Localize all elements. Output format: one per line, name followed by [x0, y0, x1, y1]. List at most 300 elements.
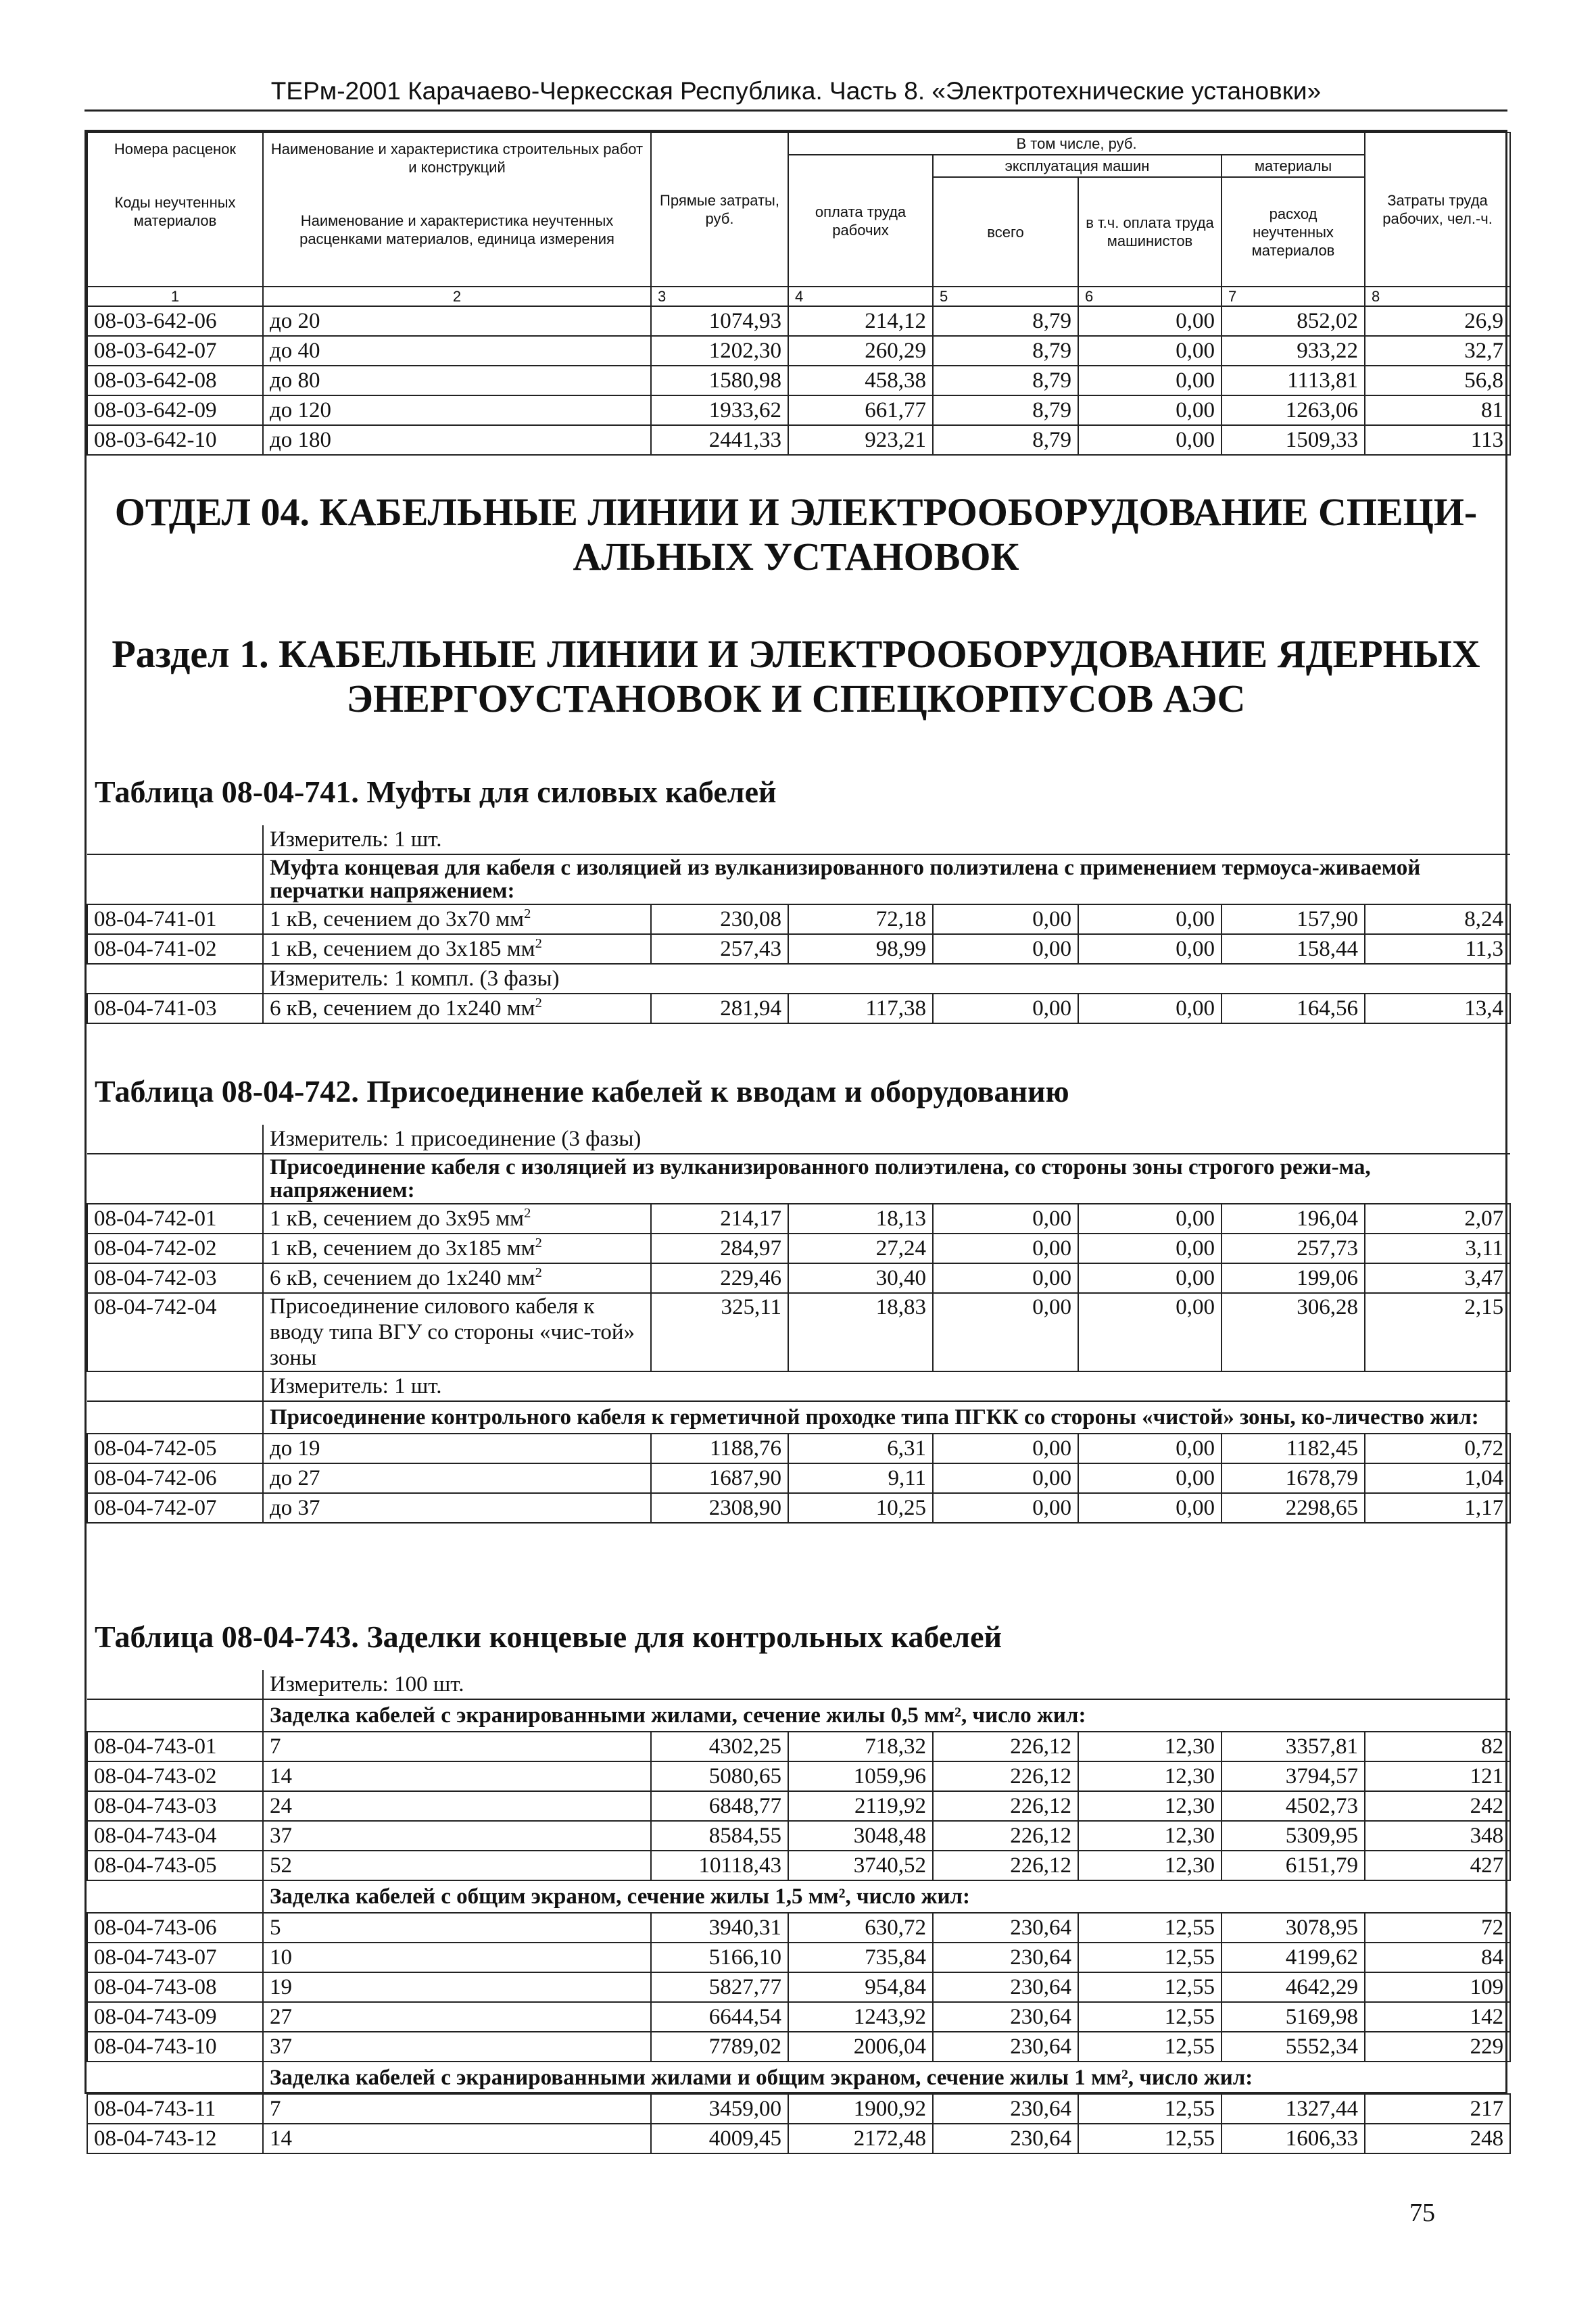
cell-code: 08-04-743-10 — [87, 2032, 263, 2062]
table-row — [87, 1913, 1510, 1943]
cell-wage: 718,32 — [788, 1732, 933, 1761]
table-row — [87, 336, 1510, 366]
cell-code: 08-04-742-01 — [87, 1204, 263, 1234]
otdel-block — [87, 490, 1505, 579]
cell-labor: 11,3 — [1365, 934, 1510, 964]
table-row — [87, 1972, 1510, 2002]
cell-machines: 0,00 — [933, 1434, 1078, 1463]
cell-code: 08-04-742-02 — [87, 1234, 263, 1263]
materials-header: материалы — [1222, 155, 1365, 177]
cell-operators: 0,00 — [1078, 1204, 1222, 1234]
cell-wage: 3740,52 — [788, 1851, 933, 1880]
cell-operators: 12,30 — [1078, 1821, 1222, 1851]
cell-labor: 72 — [1365, 1913, 1510, 1943]
cell-wage: 661,77 — [788, 395, 933, 425]
table-row — [87, 1263, 1510, 1293]
cell-labor: 8,24 — [1365, 904, 1510, 934]
cell-materials: 852,02 — [1222, 306, 1365, 336]
cell-materials: 4502,73 — [1222, 1791, 1365, 1821]
cell-operators: 0,00 — [1078, 994, 1222, 1023]
cell-code: 08-04-741-03 — [87, 994, 263, 1023]
col-labor-header: Затраты труда рабочих, чел.-ч. — [1365, 132, 1510, 287]
cell-direct: 2441,33 — [651, 425, 788, 455]
cell-name: до 80 — [263, 366, 651, 395]
col-name-header — [263, 132, 651, 287]
col-wage-header: оплата труда рабочих — [788, 155, 933, 287]
table-row — [87, 2094, 1510, 2124]
col-mat-header: расход неучтенных материалов — [1222, 177, 1365, 287]
cell-machines: 0,00 — [933, 1204, 1078, 1234]
cell-direct: 1687,90 — [651, 1463, 788, 1493]
cell-code: 08-04-742-05 — [87, 1434, 263, 1463]
cell-labor: 248 — [1365, 2124, 1510, 2153]
cell-operators: 0,00 — [1078, 425, 1222, 455]
cell-name: 1 кВ, сечением до 3х70 $мм^2$ — [263, 904, 651, 934]
cell-labor: 81 — [1365, 395, 1510, 425]
cell-direct: 229,46 — [651, 1263, 788, 1293]
cell-labor: 0,72 — [1365, 1434, 1510, 1463]
cell-machines: 226,12 — [933, 1821, 1078, 1851]
cell-materials: 157,90 — [1222, 904, 1365, 934]
cell-machines: 230,64 — [933, 2002, 1078, 2032]
cell-code: 08-04-742-04 — [87, 1293, 263, 1371]
cell-name: 1 кВ, сечением до 3х95 $мм^2$ — [263, 1204, 651, 1234]
cell-materials: 1509,33 — [1222, 425, 1365, 455]
cell-direct: 284,97 — [651, 1234, 788, 1263]
cell-machines: 230,64 — [933, 2094, 1078, 2124]
cell-direct: 3459,00 — [651, 2094, 788, 2124]
colnum-6: 6 — [1078, 287, 1222, 306]
table-743-block — [87, 1619, 1505, 2154]
cell-direct: 230,08 — [651, 904, 788, 934]
cell-direct: 3940,31 — [651, 1913, 788, 1943]
table-741 — [87, 825, 1511, 1024]
cell-code: 08-04-743-12 — [87, 2124, 263, 2153]
table-row — [87, 1463, 1510, 1493]
cell-operators: 0,00 — [1078, 1263, 1222, 1293]
cell-wage: 1900,92 — [788, 2094, 933, 2124]
cell-operators: 0,00 — [1078, 366, 1222, 395]
cell-code: 08-04-743-01 — [87, 1732, 263, 1761]
cell-labor: 26,9 — [1365, 306, 1510, 336]
cell-wage: 10,25 — [788, 1493, 933, 1523]
cell-name: 37 — [263, 2032, 651, 2062]
cell-name: до 37 — [263, 1493, 651, 1523]
cell-name: 1 кВ, сечением до 3х185 $мм^2$ — [263, 934, 651, 964]
cell-name: 14 — [263, 2124, 651, 2153]
cell-wage: 2172,48 — [788, 2124, 933, 2153]
sub-742-2: Присоединение контрольного кабеля к герметичной проходке типа ПГКК со стороны «чистой» зоны, ко-личество жил: — [263, 1401, 1510, 1434]
cell-machines: 0,00 — [933, 1293, 1078, 1371]
cell-materials: 5552,34 — [1222, 2032, 1365, 2062]
cell-direct: 1580,98 — [651, 366, 788, 395]
table-row — [87, 1234, 1510, 1263]
cell-wage: 27,24 — [788, 1234, 933, 1263]
cell-operators: 12,30 — [1078, 1791, 1222, 1821]
cell-machines: 226,12 — [933, 1761, 1078, 1791]
cell-wage: 630,72 — [788, 1913, 933, 1943]
cell-operators: 12,30 — [1078, 1851, 1222, 1880]
table-row — [87, 1732, 1510, 1761]
cell-name: 7 — [263, 2094, 651, 2124]
cell-labor: 142 — [1365, 2002, 1510, 2032]
cell-wage: 3048,48 — [788, 1821, 933, 1851]
cell-labor: 113 — [1365, 425, 1510, 455]
cell-materials: 1182,45 — [1222, 1434, 1365, 1463]
cell-name: 1 кВ, сечением до 3х185 $мм^2$ — [263, 1234, 651, 1263]
cell-machines: 8,79 — [933, 366, 1078, 395]
cell-labor: 1,17 — [1365, 1493, 1510, 1523]
machines-header: эксплуатация машин — [933, 155, 1222, 177]
cell-materials: 306,28 — [1222, 1293, 1365, 1371]
colnum-4: 4 — [788, 287, 933, 306]
otdel-title: ОТДЕЛ 04. КАБЕЛЬНЫЕ ЛИНИИ И ЭЛЕКТРООБОРУДОВАНИЕ СПЕЦИ-АЛЬНЫХ УСТАНОВОК — [114, 490, 1478, 579]
col-code-a: Номера расценок — [114, 141, 237, 157]
cell-machines: 230,64 — [933, 2032, 1078, 2062]
square-mark: 2 — [535, 936, 542, 951]
cell-code: 08-04-743-06 — [87, 1913, 263, 1943]
cell-operators: 0,00 — [1078, 306, 1222, 336]
cell-labor: 121 — [1365, 1761, 1510, 1791]
cell-name: до 180 — [263, 425, 651, 455]
cell-wage: 923,21 — [788, 425, 933, 455]
cell-materials: 6151,79 — [1222, 1851, 1365, 1880]
cell-operators: 0,00 — [1078, 934, 1222, 964]
content-frame — [84, 130, 1507, 2151]
cell-code: 08-04-743-07 — [87, 1943, 263, 1972]
cell-labor: 3,47 — [1365, 1263, 1510, 1293]
rows-743-3 — [87, 2094, 1510, 2153]
cell-materials: 2298,65 — [1222, 1493, 1365, 1523]
table-row — [87, 1293, 1510, 1371]
table-741-title: Таблица 08-04-741. Муфты для силовых кабелей — [95, 775, 777, 809]
cell-code: 08-03-642-06 — [87, 306, 263, 336]
cell-wage: 9,11 — [788, 1463, 933, 1493]
cell-labor: 348 — [1365, 1821, 1510, 1851]
square-mark: 2 — [535, 996, 542, 1010]
cell-name: до 27 — [263, 1463, 651, 1493]
square-mark: 2 — [535, 1236, 542, 1250]
table-row — [87, 2124, 1510, 2153]
cell-labor: 427 — [1365, 1851, 1510, 1880]
cell-materials: 1606,33 — [1222, 2124, 1365, 2153]
cell-operators: 12,55 — [1078, 1943, 1222, 1972]
cell-wage: 98,99 — [788, 934, 933, 964]
cell-materials: 4642,29 — [1222, 1972, 1365, 2002]
top-rows — [87, 306, 1510, 455]
cell-operators: 12,55 — [1078, 1972, 1222, 2002]
square-mark: 2 — [535, 1265, 542, 1280]
cell-labor: 2,07 — [1365, 1204, 1510, 1234]
sub-742-1: Присоединение кабеля с изоляцией из вулканизированного полиэтилена, со стороны зоны строгого режи-ма, напряжением: — [263, 1154, 1510, 1204]
cell-name: 24 — [263, 1791, 651, 1821]
cell-operators: 0,00 — [1078, 1463, 1222, 1493]
cell-labor: 1,04 — [1365, 1463, 1510, 1493]
cell-code: 08-04-743-02 — [87, 1761, 263, 1791]
sub-741-1: Муфта концевая для кабеля с изоляцией из вулканизированного полиэтилена с применением термоуса-живаемой перчатки напряжением: — [263, 854, 1510, 904]
razdel-block — [87, 632, 1505, 721]
cell-direct: 4009,45 — [651, 2124, 788, 2153]
cell-wage: 735,84 — [788, 1943, 933, 1972]
incl-header: В том числе, руб. — [788, 132, 1365, 155]
cell-machines: 230,64 — [933, 1913, 1078, 1943]
cell-machines: 226,12 — [933, 1732, 1078, 1761]
cell-wage: 117,38 — [788, 994, 933, 1023]
rows-741-2 — [87, 994, 1510, 1023]
cell-name: 37 — [263, 1821, 651, 1851]
cell-machines: 226,12 — [933, 1851, 1078, 1880]
cell-machines: 0,00 — [933, 1234, 1078, 1263]
cell-code: 08-04-743-05 — [87, 1851, 263, 1880]
cell-machines: 8,79 — [933, 336, 1078, 366]
cell-code: 08-04-743-03 — [87, 1791, 263, 1821]
rows-741-1 — [87, 904, 1510, 964]
table-row — [87, 2002, 1510, 2032]
cell-code: 08-04-743-08 — [87, 1972, 263, 2002]
table-742-title: Таблица 08-04-742. Присоединение кабелей к вводам и оборудованию — [95, 1074, 1069, 1108]
sub-743-2: Заделка кабелей с общим экраном, сечение жилы 1,5 мм², число жил: — [263, 1880, 1510, 1913]
cell-materials: 3078,95 — [1222, 1913, 1365, 1943]
colnum-7: 7 — [1222, 287, 1365, 306]
table-row — [87, 395, 1510, 425]
col-direct-header: Прямые затраты, руб. — [651, 132, 788, 287]
table-row — [87, 306, 1510, 336]
cell-machines: 0,00 — [933, 934, 1078, 964]
cell-materials: 5309,95 — [1222, 1821, 1365, 1851]
cell-direct: 6644,54 — [651, 2002, 788, 2032]
cell-materials: 196,04 — [1222, 1204, 1365, 1234]
cell-direct: 281,94 — [651, 994, 788, 1023]
cell-machines: 8,79 — [933, 395, 1078, 425]
table-row — [87, 1204, 1510, 1234]
table-743 — [87, 1670, 1511, 2154]
cell-direct: 257,43 — [651, 934, 788, 964]
cell-materials: 164,56 — [1222, 994, 1365, 1023]
table-row — [87, 994, 1510, 1023]
table-742-block — [87, 1073, 1505, 1524]
col-code-header — [87, 132, 263, 287]
square-mark: 2 — [524, 1206, 531, 1221]
cell-wage: 18,83 — [788, 1293, 933, 1371]
cell-machines: 0,00 — [933, 904, 1078, 934]
table-row — [87, 1761, 1510, 1791]
cell-name: 19 — [263, 1972, 651, 2002]
cell-machines: 0,00 — [933, 1263, 1078, 1293]
top-table-block — [87, 132, 1505, 456]
cell-name: 7 — [263, 1732, 651, 1761]
cell-machines: 230,64 — [933, 1972, 1078, 2002]
col-code-b: Коды неучтенных материалов — [114, 194, 236, 229]
cell-labor: 242 — [1365, 1791, 1510, 1821]
cell-materials: 3794,57 — [1222, 1761, 1365, 1791]
table-row — [87, 1434, 1510, 1463]
cell-machines: 230,64 — [933, 1943, 1078, 1972]
cell-machines: 0,00 — [933, 1493, 1078, 1523]
cell-direct: 5080,65 — [651, 1761, 788, 1791]
cell-labor: 84 — [1365, 1943, 1510, 1972]
cell-code: 08-04-742-06 — [87, 1463, 263, 1493]
table-742 — [87, 1125, 1511, 1524]
cell-name: до 19 — [263, 1434, 651, 1463]
col-name-b: Наименование и характеристика неучтенных расценками материалов, единица измерения — [299, 212, 614, 247]
cell-direct: 325,11 — [651, 1293, 788, 1371]
page-number: 75 — [1409, 2199, 1435, 2227]
cell-direct: 8584,55 — [651, 1821, 788, 1851]
table-row — [87, 1493, 1510, 1523]
cell-operators: 12,55 — [1078, 1913, 1222, 1943]
cell-name: 10 — [263, 1943, 651, 1972]
cell-operators: 0,00 — [1078, 1493, 1222, 1523]
cell-labor: 32,7 — [1365, 336, 1510, 366]
cell-wage: 458,38 — [788, 366, 933, 395]
cell-name: 14 — [263, 1761, 651, 1791]
cell-direct: 10118,43 — [651, 1851, 788, 1880]
meas-742-2: Измеритель: 1 шт. — [263, 1371, 1510, 1401]
table-row — [87, 1821, 1510, 1851]
sub-743-3: Заделка кабелей с экранированными жилами и общим экраном, сечение жилы 1 мм², число жил: — [263, 2062, 1510, 2094]
cell-direct: 214,17 — [651, 1204, 788, 1234]
table-row — [87, 1791, 1510, 1821]
table-row — [87, 366, 1510, 395]
rows-742-1 — [87, 1204, 1510, 1293]
table-row — [87, 934, 1510, 964]
cell-direct: 4302,25 — [651, 1732, 788, 1761]
cell-wage: 214,12 — [788, 306, 933, 336]
cell-operators: 0,00 — [1078, 395, 1222, 425]
colnum-3: 3 — [651, 287, 788, 306]
rows-743-1 — [87, 1732, 1510, 1880]
col-name-a: Наименование и характеристика строительных работ и конструкций — [270, 141, 644, 176]
cell-labor: 217 — [1365, 2094, 1510, 2124]
cell-name: 5 — [263, 1913, 651, 1943]
cell-direct: 5166,10 — [651, 1943, 788, 1972]
cell-name: до 40 — [263, 336, 651, 366]
cell-machines: 0,00 — [933, 994, 1078, 1023]
cell-labor: 229 — [1365, 2032, 1510, 2062]
table-743-title: Таблица 08-04-743. Заделки концевые для контрольных кабелей — [95, 1619, 1002, 1654]
cell-machines: 226,12 — [933, 1791, 1078, 1821]
cell-materials: 4199,62 — [1222, 1943, 1365, 1972]
cell-materials: 1113,81 — [1222, 366, 1365, 395]
cell-code: 08-03-642-10 — [87, 425, 263, 455]
col-operator-header: в т.ч. оплата труда машинистов — [1078, 177, 1222, 287]
cell-name: до 120 — [263, 395, 651, 425]
rows-743-2 — [87, 1913, 1510, 2062]
cell-machines: 8,79 — [933, 306, 1078, 336]
cell-name: Присоединение силового кабеля к вводу типа ВГУ со стороны «чис-той» зоны — [263, 1293, 651, 1371]
cell-name: до 20 — [263, 306, 651, 336]
cell-operators: 12,55 — [1078, 2032, 1222, 2062]
col-total-header: всего — [933, 177, 1078, 287]
cell-materials: 199,06 — [1222, 1263, 1365, 1293]
cell-direct: 5827,77 — [651, 1972, 788, 2002]
cell-direct: 1074,93 — [651, 306, 788, 336]
cell-wage: 260,29 — [788, 336, 933, 366]
cell-materials: 1327,44 — [1222, 2094, 1365, 2124]
table-row — [87, 2032, 1510, 2062]
cell-labor: 3,11 — [1365, 1234, 1510, 1263]
cell-code: 08-04-742-03 — [87, 1263, 263, 1293]
cell-machines: 230,64 — [933, 2124, 1078, 2153]
cell-direct: 1202,30 — [651, 336, 788, 366]
cell-labor: 13,4 — [1365, 994, 1510, 1023]
cell-operators: 0,00 — [1078, 336, 1222, 366]
cell-code: 08-04-741-02 — [87, 934, 263, 964]
cell-name: 52 — [263, 1851, 651, 1880]
colnum-8: 8 — [1365, 287, 1510, 306]
colnum-5: 5 — [933, 287, 1078, 306]
cell-wage: 2119,92 — [788, 1791, 933, 1821]
cell-wage: 72,18 — [788, 904, 933, 934]
cell-direct: 7789,02 — [651, 2032, 788, 2062]
cell-direct: 1933,62 — [651, 395, 788, 425]
cell-materials: 257,73 — [1222, 1234, 1365, 1263]
cell-operators: 0,00 — [1078, 1234, 1222, 1263]
table-row — [87, 904, 1510, 934]
cell-direct: 2308,90 — [651, 1493, 788, 1523]
cell-code: 08-04-743-11 — [87, 2094, 263, 2124]
square-mark: 2 — [524, 906, 531, 921]
cell-name: 6 кВ, сечением до 1х240 $мм^2$ — [263, 1263, 651, 1293]
top-table — [87, 132, 1511, 456]
table-row — [87, 425, 1510, 455]
sub-743-1: Заделка кабелей с экранированными жилами, сечение жилы 0,5 мм², число жил: — [263, 1699, 1510, 1732]
colnum-1: 1 — [87, 287, 263, 306]
colnum-2: 2 — [263, 287, 651, 306]
cell-code: 08-03-642-07 — [87, 336, 263, 366]
table-741-block — [87, 774, 1505, 1024]
cell-labor: 109 — [1365, 1972, 1510, 2002]
cell-code: 08-04-742-07 — [87, 1493, 263, 1523]
meas-741-1: Измеритель: 1 шт. — [263, 825, 1510, 854]
cell-materials: 5169,98 — [1222, 2002, 1365, 2032]
table-row — [87, 1943, 1510, 1972]
cell-labor: 82 — [1365, 1732, 1510, 1761]
cell-materials: 1678,79 — [1222, 1463, 1365, 1493]
cell-materials: 933,22 — [1222, 336, 1365, 366]
razdel-title: Раздел 1. КАБЕЛЬНЫЕ ЛИНИИ И ЭЛЕКТРООБОРУДОВАНИЕ ЯДЕРНЫХ ЭНЕРГОУСТАНОВОК И СПЕЦКОРПУСОВ АЭС — [112, 632, 1480, 721]
cell-wage: 6,31 — [788, 1434, 933, 1463]
cell-machines: 0,00 — [933, 1463, 1078, 1493]
cell-operators: 0,00 — [1078, 904, 1222, 934]
cell-wage: 954,84 — [788, 1972, 933, 2002]
cell-materials: 3357,81 — [1222, 1732, 1365, 1761]
cell-labor: 56,8 — [1365, 366, 1510, 395]
cell-direct: 1188,76 — [651, 1434, 788, 1463]
cell-wage: 30,40 — [788, 1263, 933, 1293]
cell-name: 6 кВ, сечением до 1х240 $мм^2$ — [263, 994, 651, 1023]
cell-code: 08-03-642-08 — [87, 366, 263, 395]
page-header: ТЕРм-2001 Карачаево-Черкесская Республика. Часть 8. «Электротехнические установки» — [84, 73, 1507, 112]
cell-materials: 158,44 — [1222, 934, 1365, 964]
cell-operators: 0,00 — [1078, 1434, 1222, 1463]
cell-wage: 2006,04 — [788, 2032, 933, 2062]
cell-operators: 12,30 — [1078, 1732, 1222, 1761]
meas-743-1: Измеритель: 100 шт. — [263, 1670, 1510, 1699]
cell-operators: 12,55 — [1078, 2002, 1222, 2032]
cell-wage: 1243,92 — [788, 2002, 933, 2032]
cell-wage: 1059,96 — [788, 1761, 933, 1791]
cell-operators: 12,30 — [1078, 1761, 1222, 1791]
cell-machines: 8,79 — [933, 425, 1078, 455]
cell-wage: 18,13 — [788, 1204, 933, 1234]
cell-operators: 12,55 — [1078, 2124, 1222, 2153]
cell-code: 08-04-741-01 — [87, 904, 263, 934]
table-row — [87, 1851, 1510, 1880]
cell-code: 08-04-743-04 — [87, 1821, 263, 1851]
cell-materials: 1263,06 — [1222, 395, 1365, 425]
cell-operators: 12,55 — [1078, 2094, 1222, 2124]
